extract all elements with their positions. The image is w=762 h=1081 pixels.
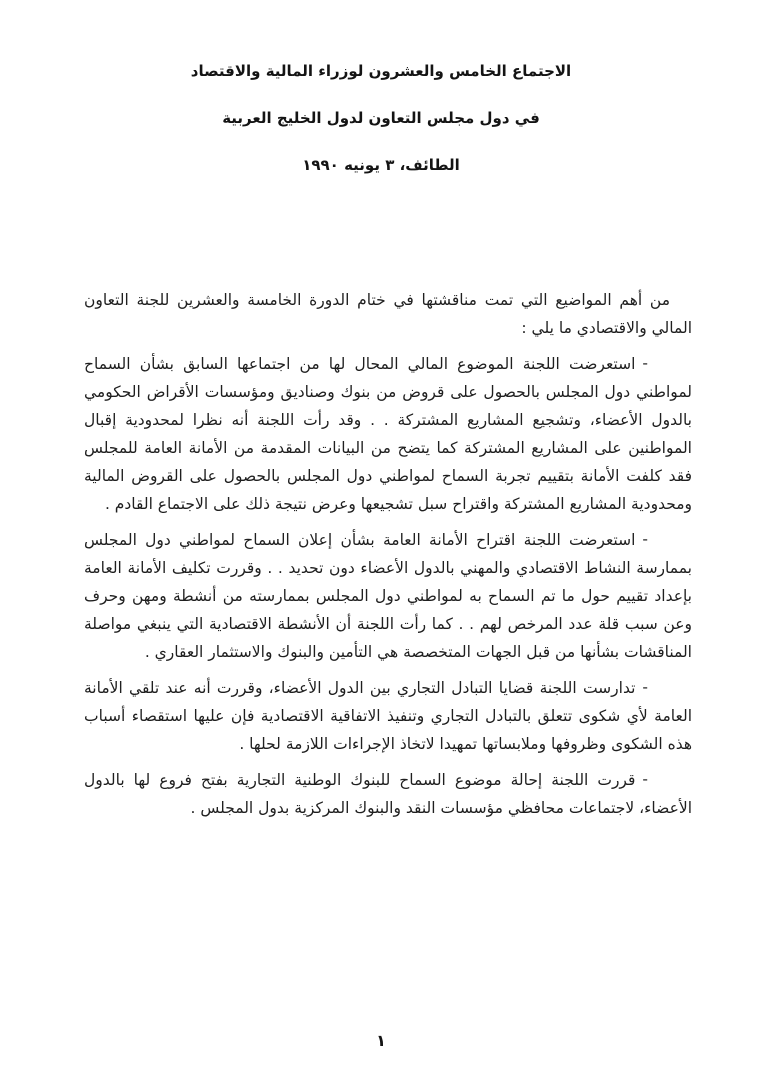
list-item bbox=[84, 350, 692, 518]
list-item-text: قررت اللجنة إحالة موضوع السماح للبنوك الوطنية التجارية بفتح فروع لها بالدول الأعضاء، لاجتماعات محافظي مؤسسات النقد والبنوك المركزية بدول المجلس . bbox=[84, 771, 692, 817]
list-item bbox=[84, 526, 692, 666]
page-number: ١ bbox=[376, 1031, 386, 1050]
list-item bbox=[84, 674, 692, 758]
document-body bbox=[84, 286, 692, 830]
bullet-dash: - bbox=[642, 678, 648, 696]
list-item-text: استعرضت اللجنة اقتراح الأمانة العامة بشأن إعلان السماح لمواطني دول المجلس بممارسة النشاط الاقتصادي والمهني بالدول الأعضاء دون تحديد . . وقررت تكليف الأمانة العامة بإعداد تقييم حول ما تم السماح به لمواطني دول المجلس بممارسته من أنشطة ومهن وحرف وعن سبب قلة عدد المرخص لهم . . كما رأت اللجنة أن الأنشطة الاقتصادية التي ينبغي مواصلة المناقشات بشأنها من قبل الجهات المتخصصة هي التأمين والبنوك والاستثمار العقاري . bbox=[84, 531, 692, 661]
list-item bbox=[84, 766, 692, 822]
bullet-dash: - bbox=[642, 530, 648, 548]
bullet-dash: - bbox=[642, 770, 648, 788]
list-item-text: تدارست اللجنة قضايا التبادل التجاري بين الدول الأعضاء، وقررت أنه عند تلقي الأمانة العامة لأي شكوى تتعلق بالتبادل التجاري وتنفيذ الاتفاقية الاقتصادية فإن عليها استقصاء أسباب هذه الشكوى وظروفها وملابساتها تمهيدا لاتخاذ الإجراءات اللازمة لحلها . bbox=[84, 679, 692, 753]
document-header bbox=[0, 62, 762, 203]
list-item-text: استعرضت اللجنة الموضوع المالي المحال لها من اجتماعها السابق بشأن السماح لمواطني دول المجلس بالحصول على قروض من بنوك وصناديق ومؤسسات الأقراض الحكومي بالدول الأعضاء، وتشجيع المشاريع المشتركة . . وقد رأت اللجنة أنه نظرا لمحدودية إقبال المواطنين على المشاريع المشتركة كما يتضح من البيانات المقدمة من الأمانة العامة للمجلس فقد كلفت الأمانة بتقييم تجربة السماح لمواطني دول المجلس بالحصول على القروض المالية ومحدودية المشاريع المشتركة واقتراح سبل تشجيعها وعرض نتيجة ذلك على الاجتماع القادم . bbox=[84, 355, 692, 513]
doc-title-line-1: الاجتماع الخامس والعشرون لوزراء المالية والاقتصاد bbox=[190, 62, 572, 80]
bullet-dash: - bbox=[642, 354, 648, 372]
doc-title-line-2: في دول مجلس التعاون لدول الخليج العربية bbox=[222, 109, 540, 127]
doc-title-line-3: الطائف، ٣ يونيه ١٩٩٠ bbox=[302, 156, 460, 174]
intro-paragraph: من أهم المواضيع التي تمت مناقشتها في ختام الدورة الخامسة والعشرين للجنة التعاون المالي والاقتصادي ما يلي : bbox=[84, 291, 692, 337]
